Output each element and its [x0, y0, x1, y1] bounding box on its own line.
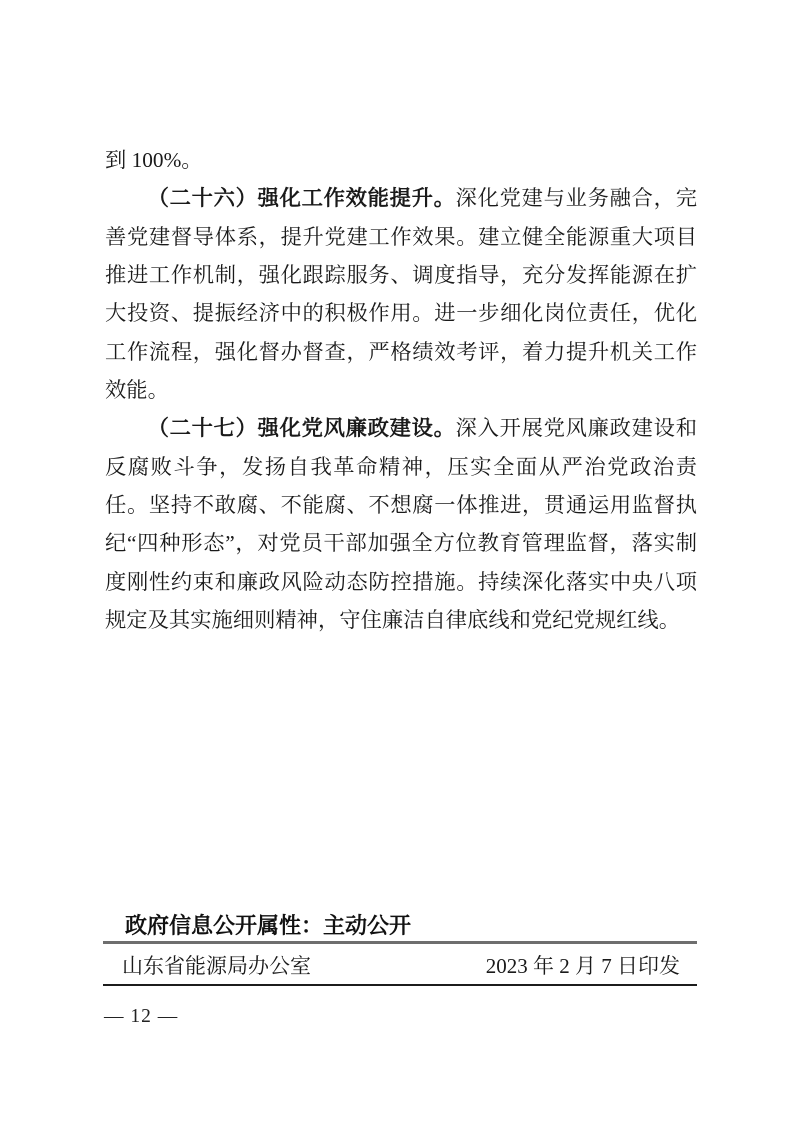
document-body: [105, 141, 697, 639]
paragraph-27: [105, 409, 697, 639]
issuing-office: 山东省能源局办公室: [122, 954, 311, 978]
paragraph-27-text: 深入开展党风廉政建设和反腐败斗争，发扬自我革命精神，压实全面从严治党政治责任。坚持不敢腐、不能腐、不想腐一体推进，贯通运用监督执纪“四种形态”，对党员干部加强全方位教育管理监督，落实制度刚性约束和廉政风险动态防控措施。持续深化落实中央八项规定及其实施细则精神，守住廉洁自律底线和党纪党规红线。: [105, 416, 697, 633]
paragraph-continuation: 到 100%。: [105, 148, 203, 172]
paragraph-26-lead: （二十六）强化工作效能提升。: [147, 186, 456, 211]
paragraph-26-text: 深化党建与业务融合，完善党建督导体系，提升党建工作效果。建立健全能源重大项目推进工作机制，强化跟踪服务、调度指导，充分发挥能源在扩大投资、提振经济中的积极作用。进一步细化岗位责任，优化工作流程，强化督办督查，严格绩效考评，着力提升机关工作效能。: [105, 186, 697, 403]
footer-rule-bottom: [103, 984, 697, 986]
footer-issuer-row: [103, 951, 697, 981]
footer-rule-top: [103, 941, 697, 944]
disclosure-attribute-label: 政府信息公开属性：主动公开: [125, 913, 412, 938]
paragraph-26: [105, 179, 697, 409]
print-date: 2023 年 2 月 7 日印发: [485, 954, 680, 978]
page-number: — 12 —: [104, 1006, 179, 1027]
paragraph-27-lead: （二十七）强化党风廉政建设。: [147, 416, 456, 441]
